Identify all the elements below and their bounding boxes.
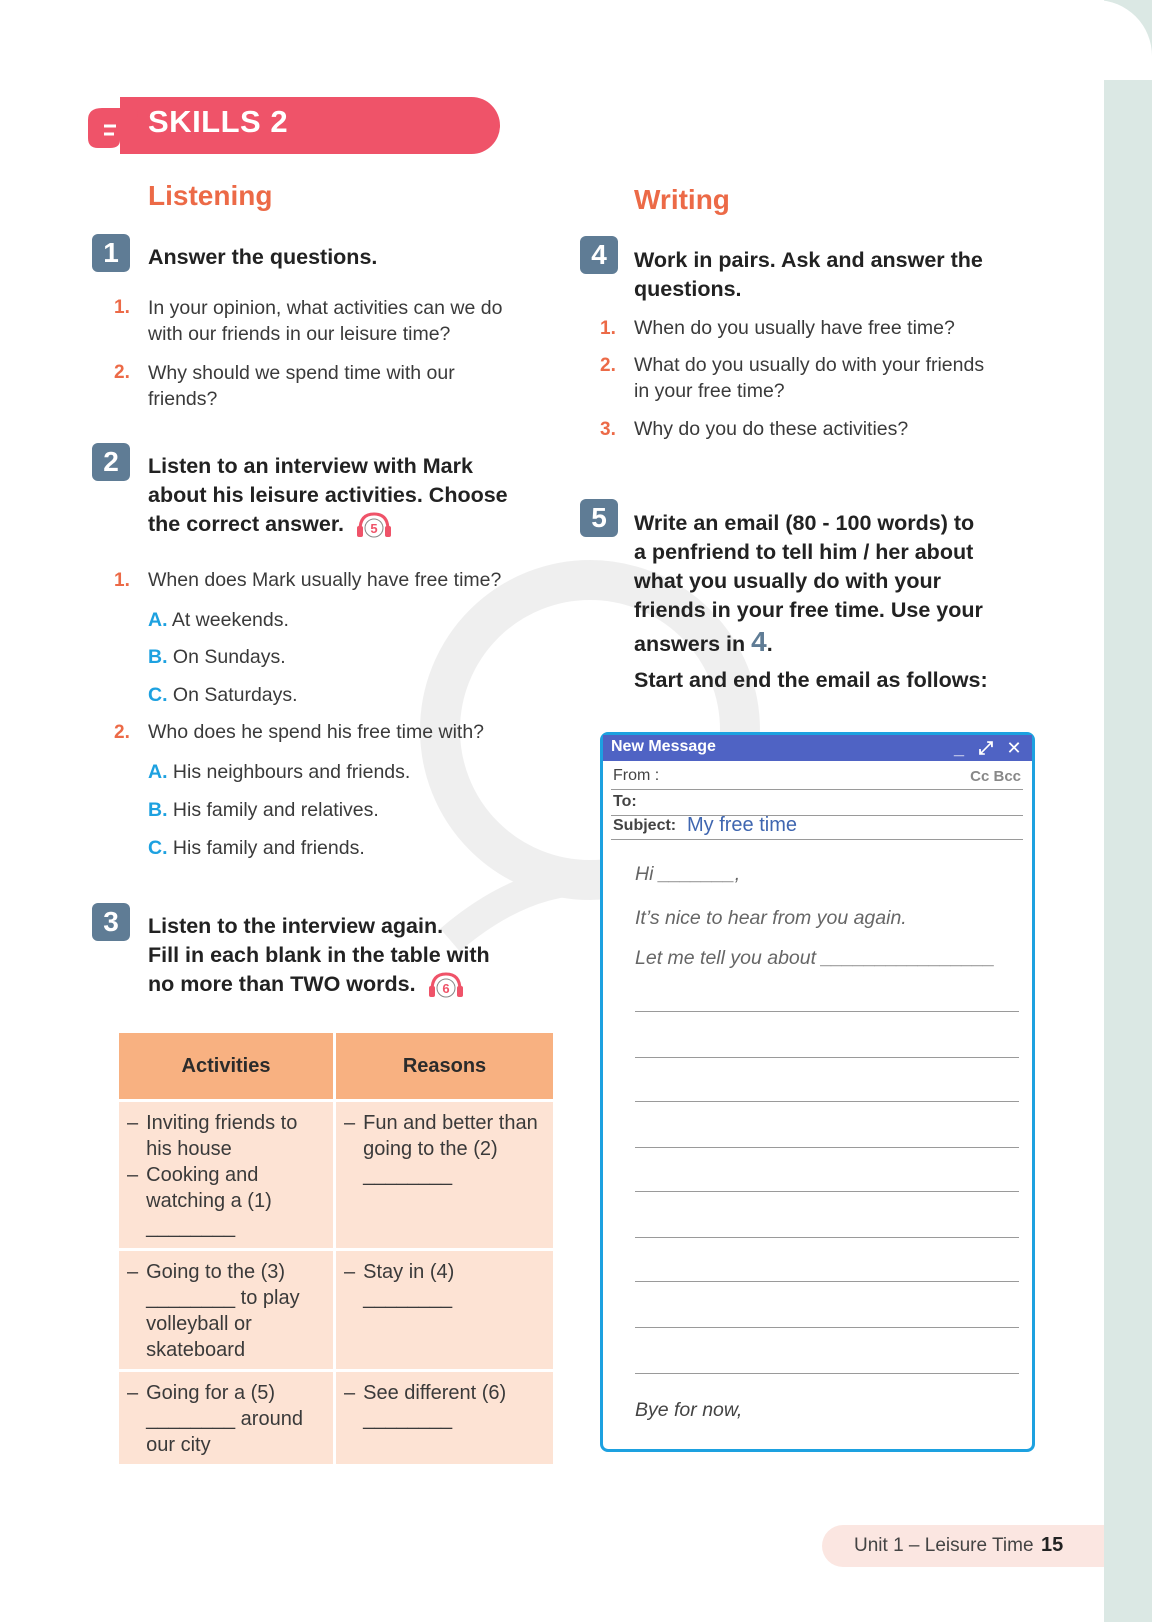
- pointing-hand-icon: [84, 100, 140, 152]
- writing-line[interactable]: [635, 1373, 1019, 1374]
- ex2-q1-option-b[interactable]: B. On Sundays.: [148, 646, 286, 668]
- audio-track-number: 6: [441, 981, 450, 997]
- table-row: [119, 1102, 553, 1248]
- email-title-bar: [603, 735, 1032, 761]
- email-subject-value: My free time: [687, 814, 798, 836]
- table-row: [119, 1251, 553, 1369]
- email-window-title: New Message: [611, 738, 716, 755]
- exercise-5-badge: 5: [580, 499, 618, 537]
- exercise-2-badge: 2: [92, 443, 130, 481]
- table-cell-reasons: – See different (6) ________: [336, 1372, 553, 1464]
- ex1-q1-number: 1.: [114, 297, 130, 318]
- minimize-icon[interactable]: _: [953, 738, 964, 758]
- footer-unit: Unit 1 – Leisure Time: [854, 1535, 1034, 1556]
- ex4-q1-number: 1.: [600, 318, 616, 339]
- email-closing: Bye for now,: [635, 1399, 743, 1421]
- email-line-1: It’s nice to hear from you again.: [635, 907, 907, 929]
- writing-line[interactable]: [635, 1057, 1019, 1058]
- writing-line[interactable]: [635, 1147, 1019, 1148]
- writing-line[interactable]: [635, 1237, 1019, 1238]
- ex4-q3-text: Why do you do these activities?: [634, 418, 909, 440]
- cc-bcc-link[interactable]: Cc Bcc: [970, 768, 1021, 785]
- page-edge-strip: [1104, 0, 1152, 1622]
- email-greeting: Hi _______,: [635, 863, 741, 885]
- ex4-q2-text: What do you usually do with your friends in your free time?: [634, 354, 985, 402]
- audio-track-number: 5: [370, 521, 378, 537]
- banner-title: SKILLS 2: [148, 104, 289, 139]
- ex2-q2-option-a[interactable]: A. His neighbours and friends.: [148, 761, 411, 783]
- expand-icon[interactable]: ⤢: [978, 738, 994, 758]
- exercise-1-instruction: Answer the questions.: [148, 245, 378, 269]
- exercise-3-instruction: Listen to the interview again. Fill in each blank in the table with no more than TWO words. 6: [148, 912, 490, 1000]
- audio-track-icon[interactable]: [354, 510, 394, 540]
- listening-title: Listening: [148, 180, 273, 211]
- ex2-q1-number: 1.: [114, 570, 130, 591]
- table-cell-reasons: – Stay in (4) ________: [336, 1251, 553, 1369]
- writing-line[interactable]: [635, 1191, 1019, 1192]
- exercise-4-badge: 4: [580, 236, 618, 274]
- email-window: [600, 732, 1035, 1452]
- ex4-q2-number: 2.: [600, 355, 616, 376]
- table-row: [119, 1372, 553, 1464]
- table-cell-reasons: – Fun and better than going to the (2) ________: [336, 1102, 553, 1248]
- ex2-q1-option-c[interactable]: C. On Saturdays.: [148, 684, 298, 706]
- table-header-row: [119, 1033, 553, 1099]
- table-header-activities: Activities: [119, 1033, 333, 1099]
- email-subject-field[interactable]: Subject: My free time: [611, 815, 1023, 840]
- writing-line[interactable]: [635, 1327, 1019, 1328]
- audio-track-icon[interactable]: [426, 970, 466, 1000]
- exercise-1-badge: 1: [92, 234, 130, 272]
- writing-line[interactable]: [635, 1281, 1019, 1282]
- email-line-2: Let me tell you about ________________: [635, 947, 995, 969]
- ex4-q1-text: When do you usually have free time?: [634, 317, 955, 339]
- ex1-q1-text: In your opinion, what activities can we do with our friends in our leisure time?: [148, 297, 503, 345]
- table-header-reasons: Reasons: [336, 1033, 553, 1099]
- ex1-q2-number: 2.: [114, 362, 130, 383]
- ex2-q2-option-c[interactable]: C. His family and friends.: [148, 837, 365, 859]
- exercise-4-instruction: Work in pairs. Ask and answer the questions.: [634, 248, 983, 301]
- writing-line[interactable]: [635, 1011, 1019, 1012]
- activities-table: [116, 1030, 556, 1467]
- exercise-2-instruction: Listen to an interview with Mark about his leisure activities. Choose the correct answer. 5: [148, 452, 508, 540]
- writing-title: Writing: [634, 184, 730, 215]
- ex2-q1-option-a[interactable]: A. At weekends.: [148, 609, 289, 631]
- table-cell-activities: – Going to the (3) ________ to play volleyball or skateboard: [119, 1251, 333, 1369]
- ex1-q2-text: Why should we spend time with our friends?: [148, 362, 455, 410]
- close-icon[interactable]: ✕: [1006, 738, 1022, 758]
- table-cell-activities: – Going for a (5) ________ around our city: [119, 1372, 333, 1464]
- ex4-q3-number: 3.: [600, 419, 616, 440]
- ex2-q2-option-b[interactable]: B. His family and relatives.: [148, 799, 379, 821]
- exercise-5-instruction: Write an email (80 - 100 words) to a penfriend to tell him / her about what you usually do with your friends in your free time. Use your answers in 4. Start and end the email as follows:: [634, 511, 988, 692]
- exercise-3-badge: 3: [92, 903, 130, 941]
- email-from-field[interactable]: From : Cc Bcc: [611, 765, 1023, 790]
- table-cell-activities: – Inviting friends to his house – Cooking and watching a (1) ________: [119, 1102, 333, 1248]
- ex2-q1-text: When does Mark usually have free time?: [148, 569, 502, 591]
- page-number: 15: [1041, 1534, 1064, 1556]
- ex2-q2-text: Who does he spend his free time with?: [148, 721, 485, 743]
- writing-line[interactable]: [635, 1101, 1019, 1102]
- ex2-q2-number: 2.: [114, 722, 130, 743]
- email-to-field[interactable]: To:: [611, 791, 1023, 816]
